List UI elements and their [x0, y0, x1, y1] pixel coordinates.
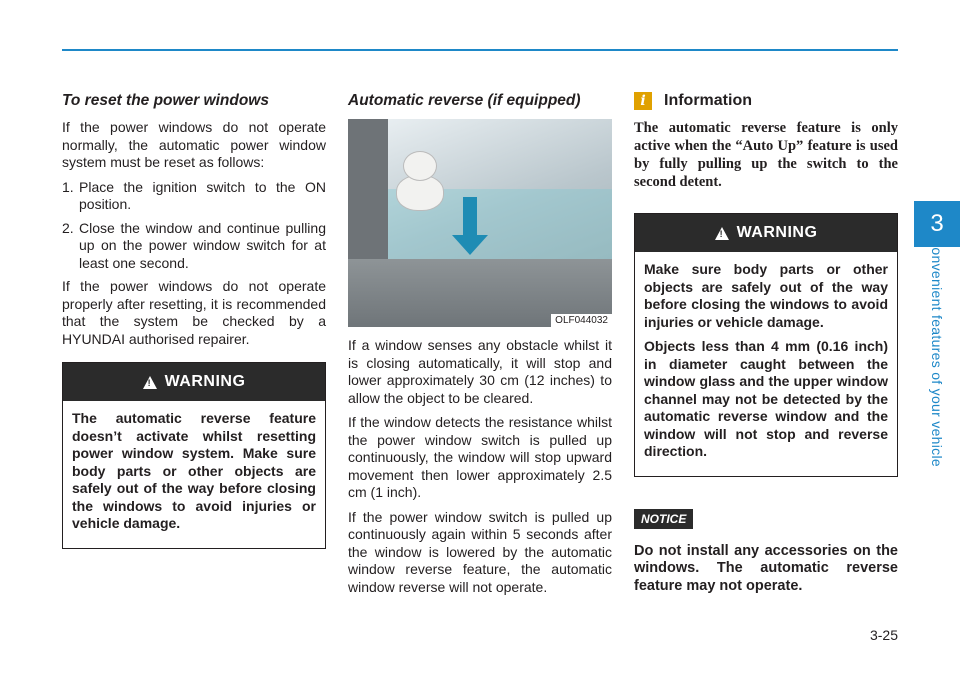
- warning-box-objects: [634, 213, 898, 477]
- step-number: 2.: [62, 219, 74, 236]
- step-text: Close the window and continue pulling up on the power window switch for at least one second.: [79, 219, 326, 271]
- warning-title: WARNING: [736, 224, 818, 241]
- warning-text: Make sure body parts or other objects are safely out of the way before closing the windows to avoid injuries or vehicle damage.: [644, 261, 888, 330]
- reset-step: [62, 179, 326, 214]
- auto-reverse-paragraph: If a window senses any obstacle whilst it is closing automatically, it will stop and lower approximately 30 cm (12 inches) to allow the object to be cleared.: [348, 337, 612, 406]
- warning-body: [63, 401, 325, 548]
- auto-reverse-paragraph: If the power window switch is pulled up continuously again within 5 seconds after the window is lowered by the automatic window reverse feature, the automatic window reverse will not operate.: [348, 508, 612, 595]
- chapter-title: Convenient features of your vehicle: [929, 237, 945, 467]
- warning-triangle-icon: [143, 376, 157, 389]
- down-arrow-icon: [463, 197, 477, 237]
- information-title: Information: [664, 92, 752, 109]
- warning-body: [635, 252, 897, 476]
- column-information: [634, 92, 898, 595]
- column-automatic-reverse: [348, 92, 612, 603]
- information-header: [634, 92, 898, 110]
- notice-badge: NOTICE: [634, 509, 693, 529]
- page-number: 3-25: [869, 627, 898, 643]
- info-icon: i: [634, 92, 652, 110]
- warning-triangle-icon: [715, 227, 729, 240]
- top-rule: [62, 49, 898, 51]
- reset-outro: If the power windows do not operate properly after resetting, it is recommended that the system be checked by a HYUNDAI authorised repairer.: [62, 278, 326, 347]
- chapter-number: 3: [930, 210, 944, 237]
- auto-reverse-heading: Automatic reverse (if equipped): [348, 92, 581, 109]
- notice-text: Do not install any accessories on the windows. The automatic reverse feature may not operate.: [634, 542, 898, 594]
- warning-title: WARNING: [164, 373, 246, 390]
- step-text: Place the ignition switch to the ON position.: [79, 178, 326, 212]
- auto-reverse-paragraph: If the window detects the resistance whilst the power window switch is pulled up continuously, the window will stop upward movement then lower approximately 2.5 cm (1 inch).: [348, 414, 612, 500]
- teddy-bear-head: [403, 151, 437, 181]
- warning-text: The automatic reverse feature doesn’t activate whilst resetting power window system. Make sure body parts or other objects are safely out of the way before closing the windows to avoid injuries or vehicle damage.: [72, 410, 316, 531]
- reset-step: [62, 220, 326, 273]
- down-arrow-head: [452, 235, 488, 255]
- window-illustration: [348, 119, 612, 327]
- reset-heading: To reset the power windows: [62, 92, 269, 109]
- warning-text: Objects less than 4 mm (0.16 inch) in diameter caught between the window glass and the upper window channel may not be detected by the automatic reverse window and the window will not stop and reverse direction.: [644, 338, 888, 459]
- column-reset-power-windows: [62, 92, 326, 549]
- warning-box-reset: [62, 362, 326, 549]
- reset-intro: If the power windows do not operate normally, the automatic power window system must be reset as follows:: [62, 119, 326, 170]
- warning-header: [63, 363, 325, 401]
- image-code: OLF044032: [551, 314, 612, 327]
- information-text: The automatic reverse feature is only active when the “Auto Up” feature is used by fully pulling up the switch to the second detent.: [634, 120, 898, 190]
- step-number: 1.: [62, 178, 74, 195]
- warning-header: [635, 214, 897, 252]
